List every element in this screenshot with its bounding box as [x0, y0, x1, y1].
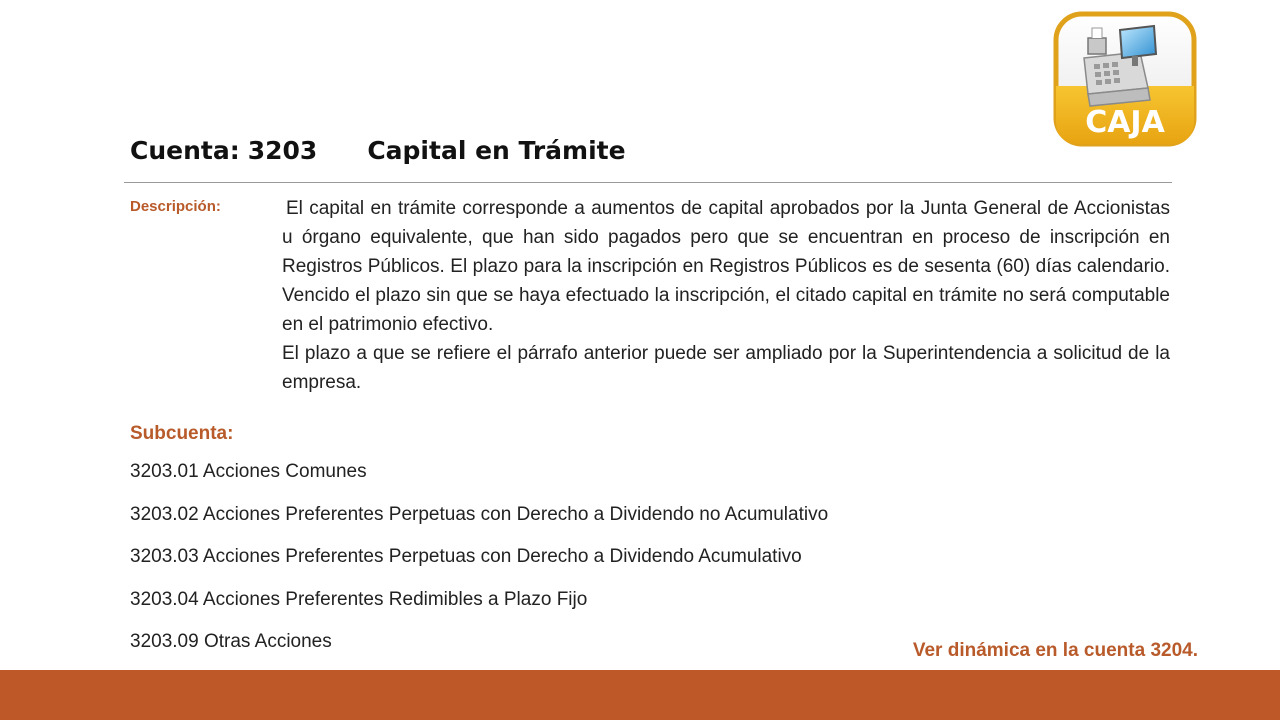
description-text	[282, 194, 1170, 397]
cash-register-icon	[1050, 8, 1200, 178]
subaccount-item: 3203.09 Otras Acciones	[130, 631, 332, 652]
logo-text: CAJA	[1085, 105, 1165, 140]
subaccount-item: 3203.03 Acciones Preferentes Perpetuas con Derecho a Dividendo Acumulativo	[130, 546, 802, 567]
description-paragraph-2: El plazo a que se refiere el párrafo anterior puede ser ampliado por la Superintendencia a solicitud de la empresa.	[282, 343, 1170, 393]
account-name: Capital en Trámite	[367, 136, 626, 165]
subaccount-label: Subcuenta:	[130, 423, 234, 444]
subaccount-list	[130, 459, 828, 672]
page-title	[130, 136, 626, 165]
account-code: 3203	[247, 136, 318, 165]
subaccount-item: 3203.02 Acciones Preferentes Perpetuas con Derecho a Dividendo no Acumulativo	[130, 503, 829, 525]
bottom-bar	[0, 670, 1280, 720]
title-divider	[124, 182, 1172, 183]
caja-logo	[1050, 8, 1200, 178]
account-prefix: Cuenta:	[130, 136, 240, 165]
description-label: Descripción:	[130, 198, 221, 215]
description-paragraph-1: El capital en trámite corresponde a aumentos de capital aprobados por la Junta General de Accionistas u órgano equivalente, que han sido pagados pero que se encuentran en proceso de inscripción en Registros Públicos. El plazo para la inscripción en Registros Públicos es de sesenta (60) días calendario. Vencido el plazo sin que se haya efectuado la inscripción, el citado capital en trámite no será computable en el patrimonio efectivo.	[282, 198, 1170, 335]
see-dynamics-note: Ver dinámica en la cuenta 3204.	[912, 640, 1198, 661]
subaccount-item: 3203.04 Acciones Preferentes Redimibles a Plazo Fijo	[130, 588, 588, 610]
subaccount-item: 3203.01 Acciones Comunes	[130, 461, 367, 482]
